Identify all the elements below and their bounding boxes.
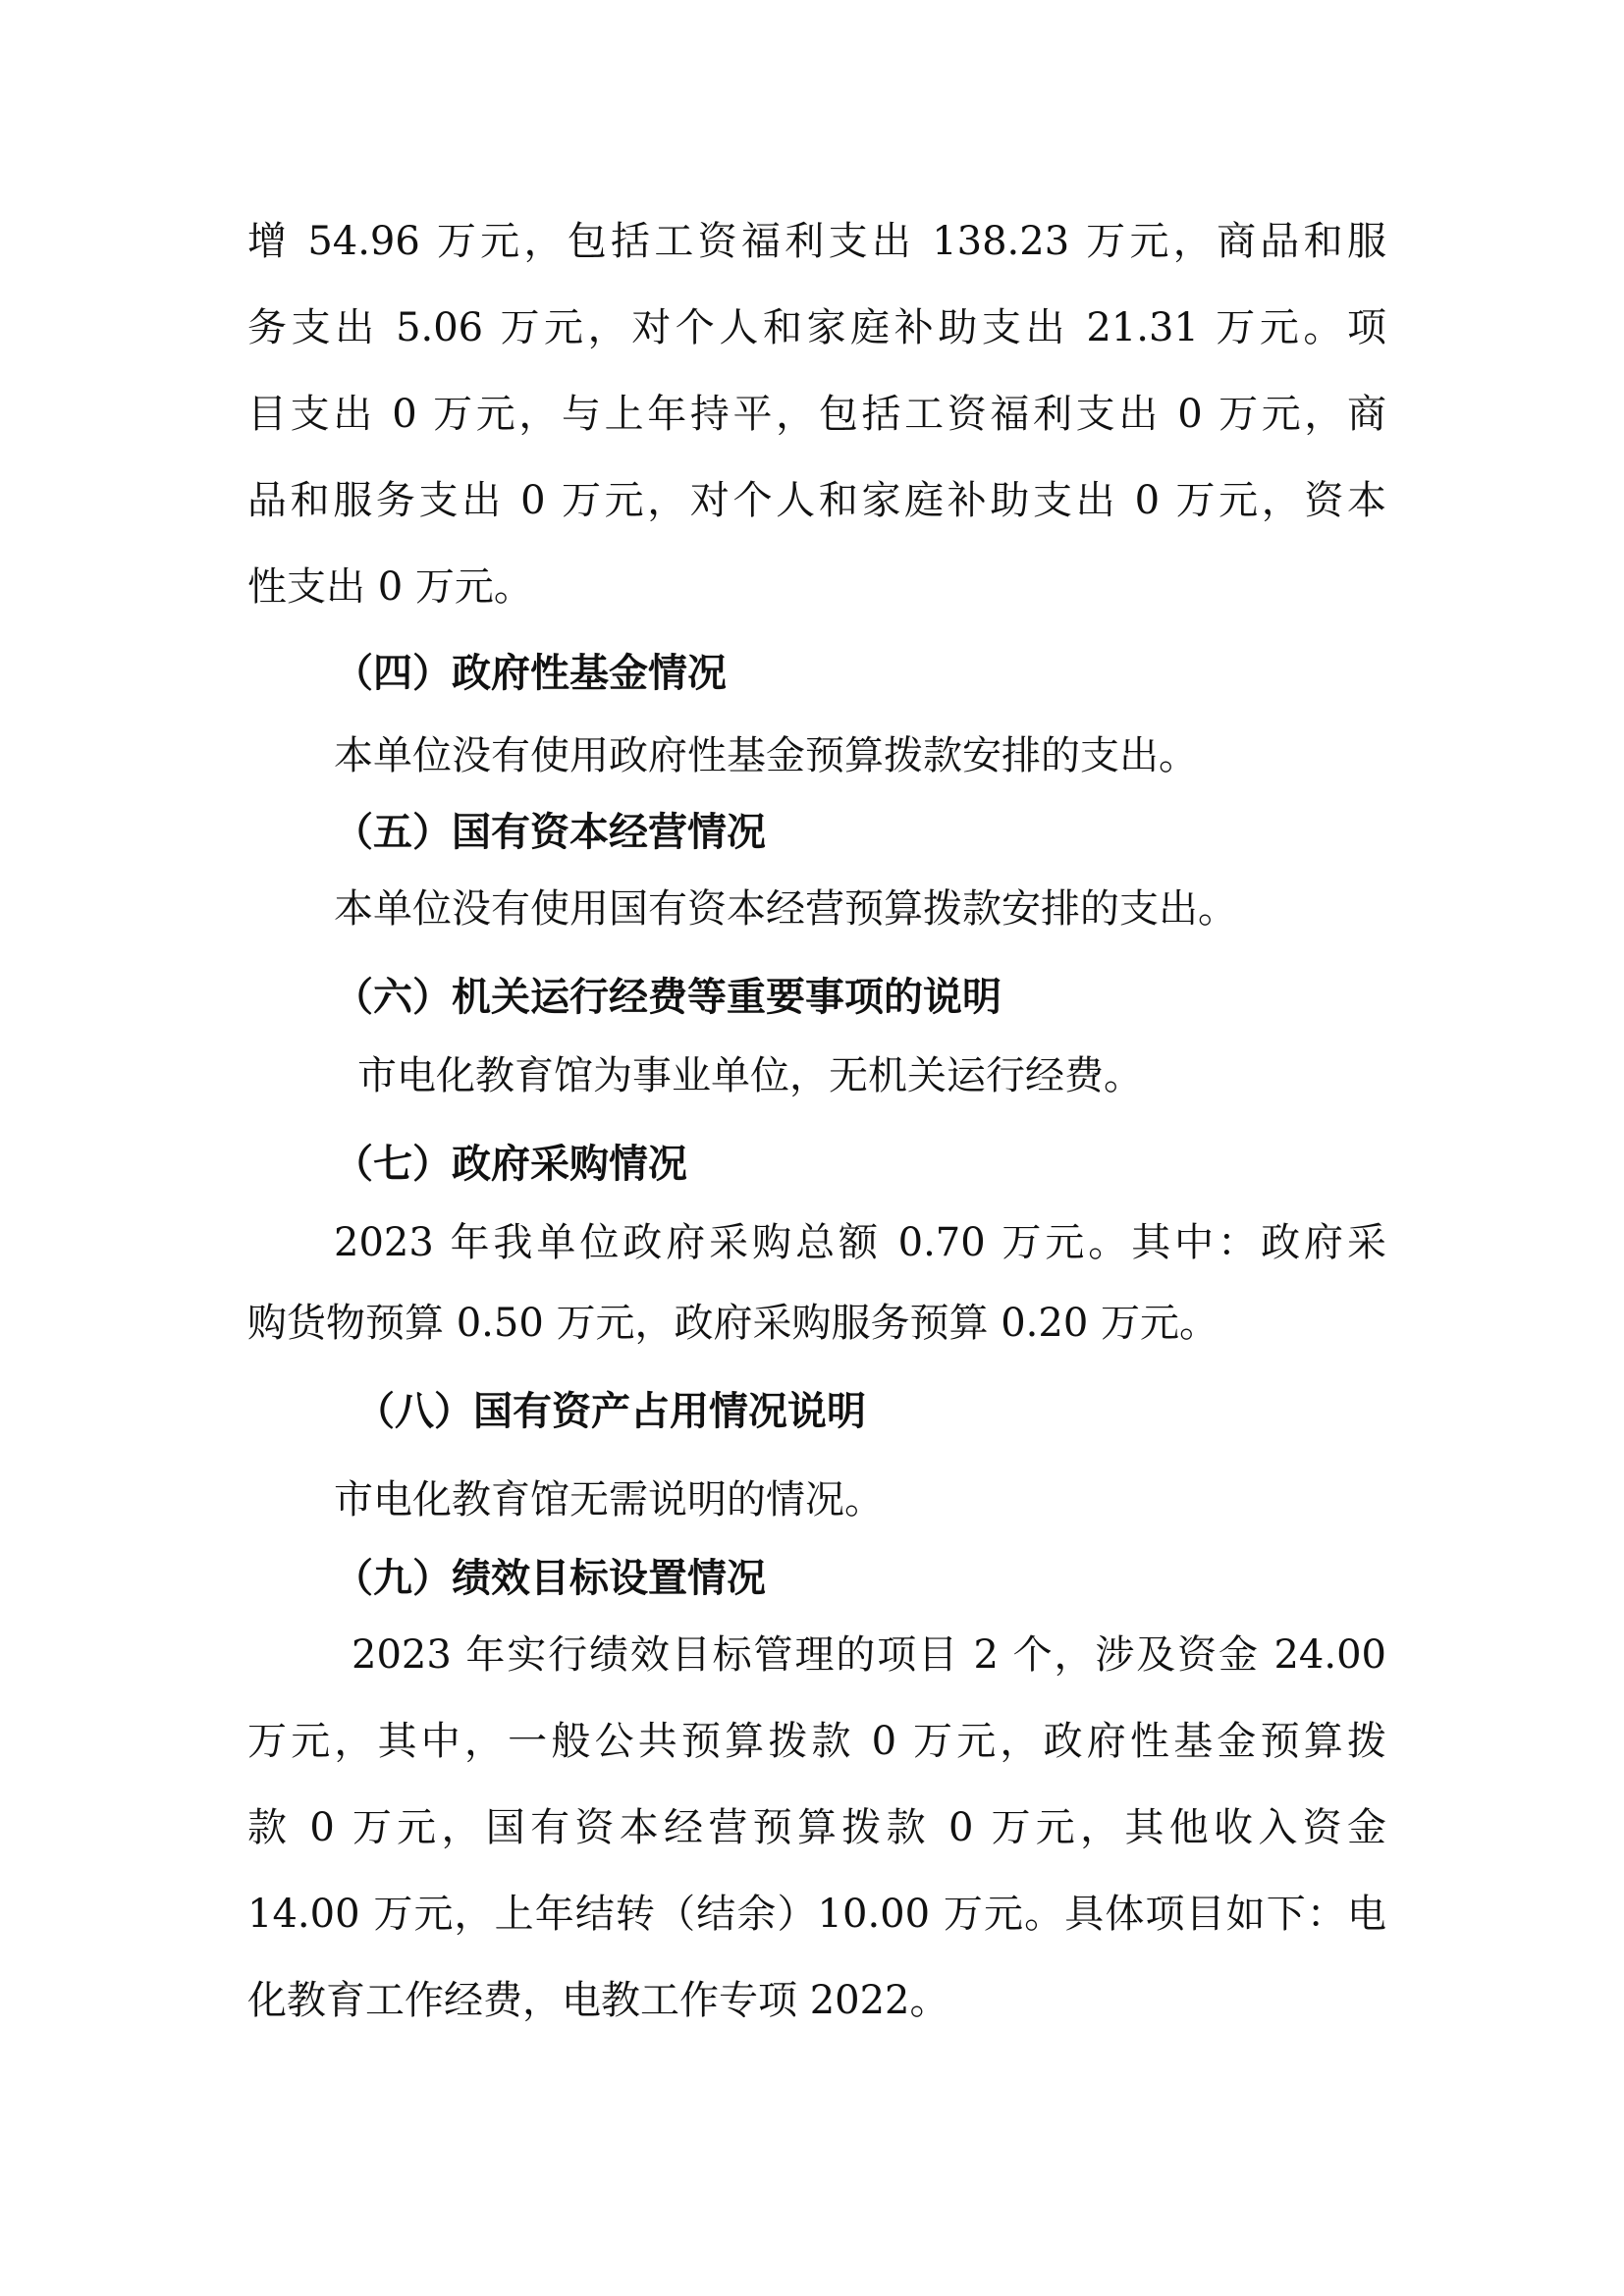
paragraph-line: 14.00 万元，上年结转（结余）10.00 万元。具体项目如下：电 xyxy=(247,1892,1386,1937)
paragraph-line: 增 54.96 万元，包括工资福利支出 138.23 万元，商品和服 xyxy=(247,219,1386,264)
section-body: 本单位没有使用政府性基金预算拨款安排的支出。 xyxy=(334,733,1198,778)
paragraph-line: 万元，其中，一般公共预算拨款 0 万元，政府性基金预算拨 xyxy=(247,1719,1386,1764)
paragraph-line: 品和服务支出 0 万元，对个人和家庭补助支出 0 万元，资本 xyxy=(247,478,1386,523)
section-heading: （八）国有资产占用情况说明 xyxy=(355,1389,866,1434)
paragraph-line: 务支出 5.06 万元，对个人和家庭补助支出 21.31 万元。项 xyxy=(247,305,1386,350)
paragraph-line: 性支出 0 万元。 xyxy=(247,564,533,610)
paragraph-line: 2023 年实行绩效目标管理的项目 2 个，涉及资金 24.00 xyxy=(352,1632,1386,1678)
section-heading: （四）政府性基金情况 xyxy=(334,651,727,696)
paragraph-line: 目支出 0 万元，与上年持平，包括工资福利支出 0 万元，商 xyxy=(247,392,1386,437)
paragraph-line: 款 0 万元，国有资本经营预算拨款 0 万元，其他收入资金 xyxy=(247,1805,1386,1850)
section-body: 本单位没有使用国有资本经营预算拨款安排的支出。 xyxy=(334,886,1237,932)
section-heading: （六）机关运行经费等重要事项的说明 xyxy=(334,975,1001,1020)
section-heading: （五）国有资本经营情况 xyxy=(334,810,766,855)
section-body: 市电化教育馆为事业单位，无机关运行经费。 xyxy=(357,1053,1143,1098)
paragraph-line: 购货物预算 0.50 万元，政府采购服务预算 0.20 万元。 xyxy=(247,1301,1218,1346)
section-body: 市电化教育馆无需说明的情况。 xyxy=(334,1477,884,1522)
section-heading: （七）政府采购情况 xyxy=(334,1142,687,1187)
paragraph-line: 化教育工作经费，电教工作专项 2022。 xyxy=(247,1978,949,2023)
section-heading: （九）绩效目标设置情况 xyxy=(334,1556,766,1601)
paragraph-line: 2023 年我单位政府采购总额 0.70 万元。其中：政府采 xyxy=(334,1220,1386,1265)
